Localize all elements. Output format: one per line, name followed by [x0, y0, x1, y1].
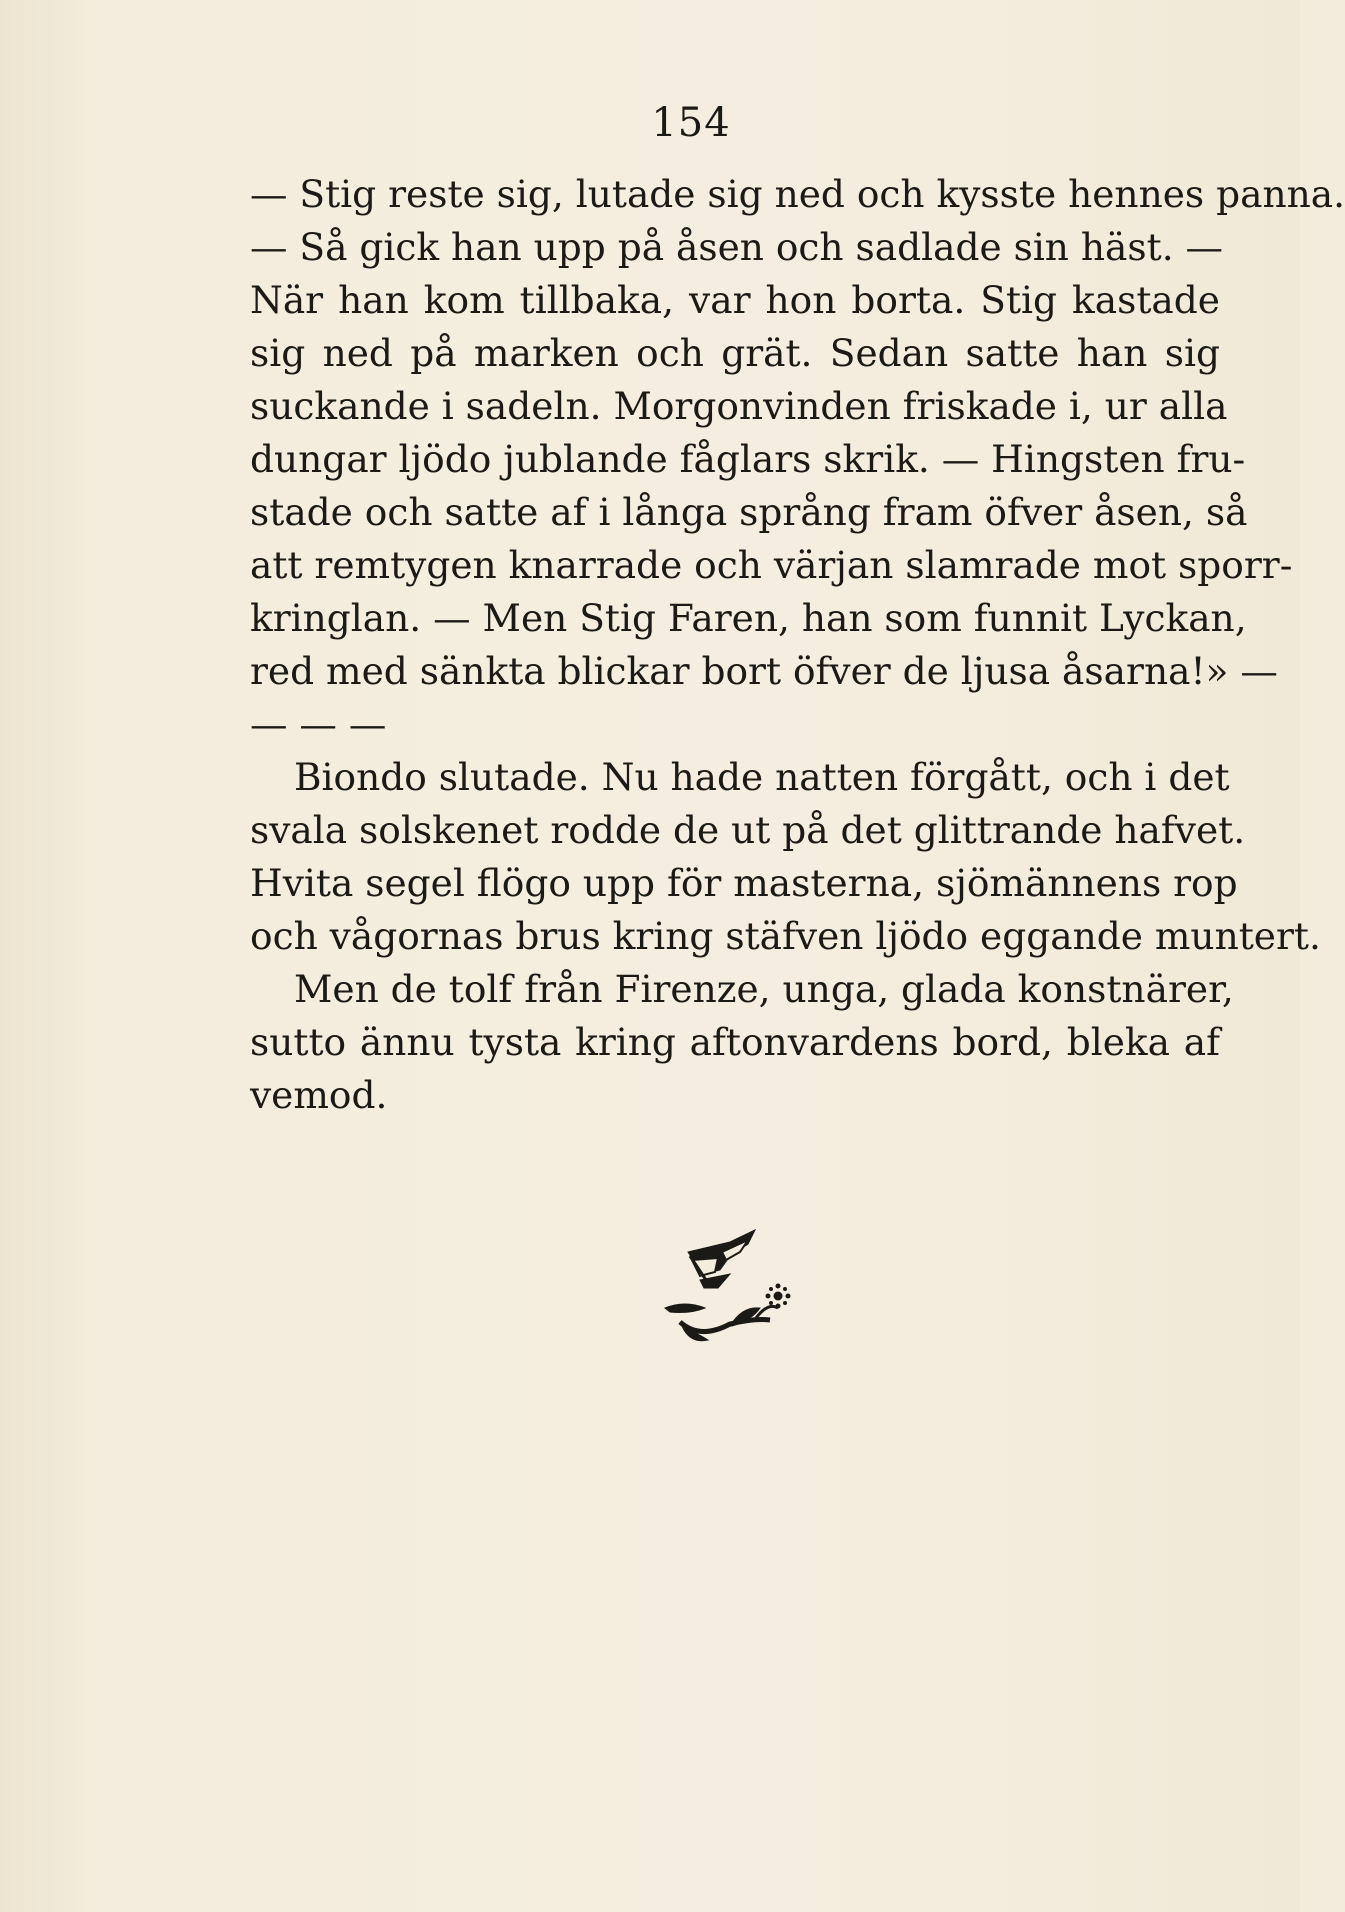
text-line: red med sänkta blickar bort öfver de ljusa åsarna!» —	[250, 649, 1278, 693]
section-dashes: — — —	[250, 702, 387, 746]
text-line: suckande i sadeln. Morgonvinden friskade i, ur alla	[250, 384, 1228, 428]
text-line: att remtygen knarrade och värjan slamrade mot sporr-	[250, 543, 1293, 587]
text-line: Hvita segel flögo upp för masterna, sjömännens rop	[250, 861, 1238, 905]
text-line: stade och satte af i långa språng fram öfver åsen, så	[250, 490, 1248, 534]
text-line: dungar ljödo jublande fåglars skrik. — Hingsten fru-	[250, 437, 1246, 481]
butterfly-flower-vignette-icon	[660, 1222, 800, 1352]
text-line: — Stig reste sig, lutade sig ned och kysste hennes panna.	[250, 172, 1345, 216]
text-line: sig ned på marken och grät. Sedan satte han sig	[250, 331, 1220, 375]
page-number: 154	[651, 100, 731, 146]
text-line: kringlan. — Men Stig Faren, han som funnit Lyckan,	[250, 596, 1247, 640]
text-line: sutto ännu tysta kring aftonvardens bord, bleka af	[250, 1020, 1220, 1064]
text-line: — Så gick han upp på åsen och sadlade sin häst. —	[250, 225, 1224, 269]
text-line: När han kom tillbaka, var hon borta. Stig kastade	[250, 278, 1220, 322]
body-text	[250, 168, 1345, 1122]
text-line: svala solskenet rodde de ut på det glittrande hafvet.	[250, 808, 1246, 852]
text-line: Men de tolf från Firenze, unga, glada konstnärer,	[294, 967, 1234, 1011]
text-line: och vågornas brus kring stäfven ljödo eggande muntert.	[250, 914, 1321, 958]
text-line: Biondo slutade. Nu hade natten förgått, och i det	[294, 755, 1230, 799]
text-line: vemod.	[250, 1073, 388, 1117]
